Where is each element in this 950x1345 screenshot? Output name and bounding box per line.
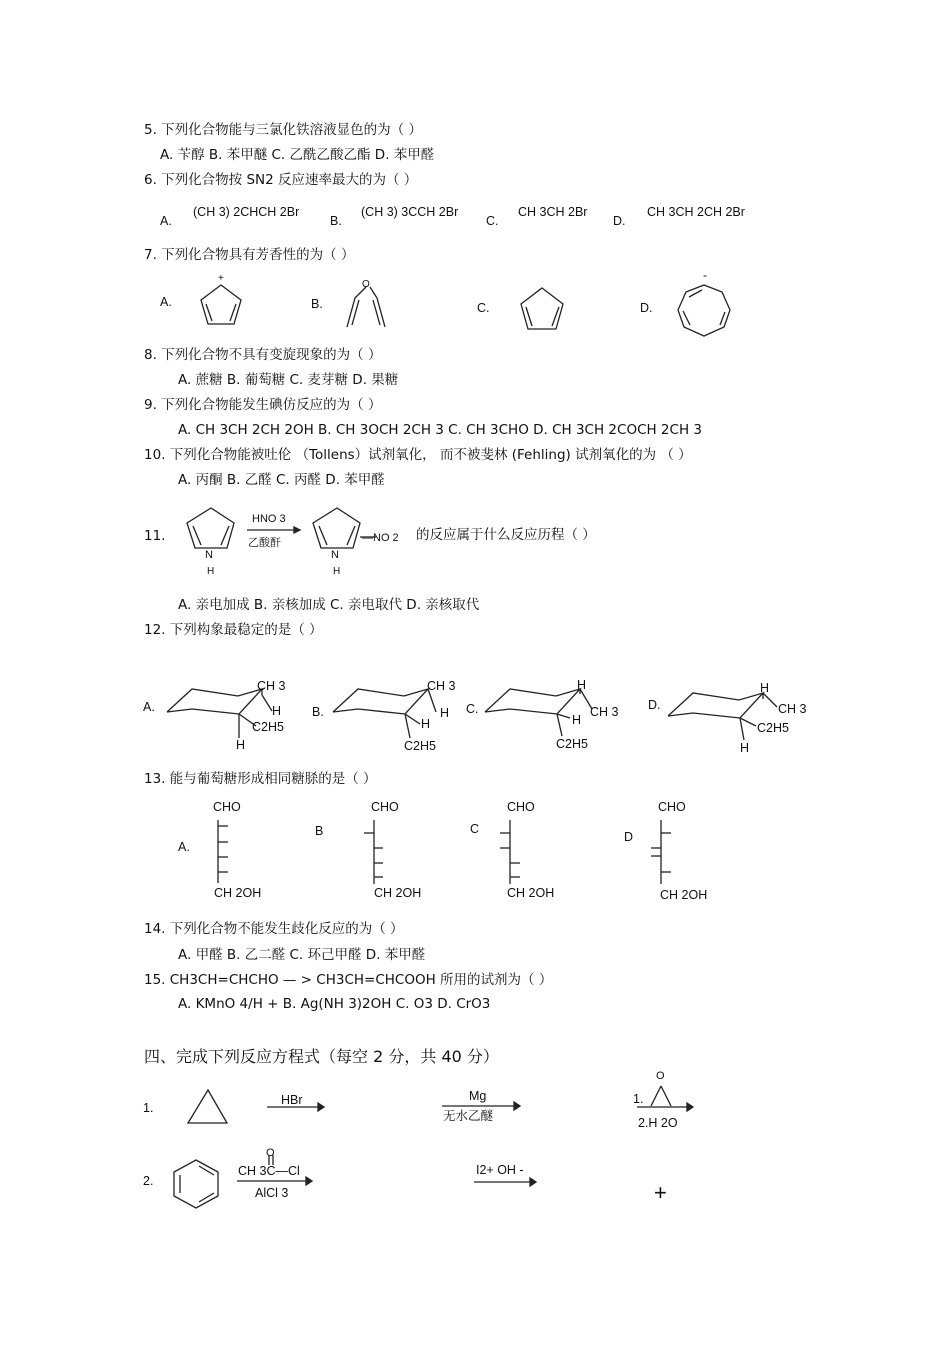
q11-reagent: HNO 3 [252,513,286,525]
q13-fischer-d [651,820,671,884]
q5-stem: 5. 下列化合物能与三氯化铁溶液显色的为（ ） [144,122,422,138]
s4-cyclopropane [188,1090,227,1123]
q7-ring-c [521,288,563,329]
q12-opt-d: D. [648,698,661,712]
s4-step2: 2.H 2O [638,1116,678,1130]
q12-b-h: H [440,706,450,720]
q8-stem: 8. 下列化合物不具有变旋现象的为（ ） [144,347,382,363]
q5-options: A. 苄醇 B. 苯甲醚 C. 乙酰乙酸乙酯 D. 苯甲醛 [160,147,435,163]
q13-c-cho: CHO [507,800,535,814]
s4-reaction2-number: 2. [143,1174,154,1188]
q7-opt-d: D. [640,301,653,315]
q6-formula-c: CH 3CH 2Br [518,205,588,219]
q9-options: A. CH 3CH 2CH 2OH B. CH 3OCH 2CH 3 C. CH 3CHO D. CH 3CH 2COCH 2CH 3 [178,422,702,438]
s4-acyl-chloride: CH 3C—Cl [238,1164,300,1178]
q13-fischer-c [500,820,520,884]
q14-options: A. 甲醛 B. 乙二醛 C. 环己甲醛 D. 苯甲醛 [178,947,426,963]
q11-stem: 的反应属于什么反应历程（ ） [416,527,596,543]
s4-step1: 1. [633,1092,644,1106]
q7-ring-d [678,285,730,336]
q12-chair-b [333,689,428,714]
q12-d-h2: H [740,741,750,755]
q9-stem: 9. 下列化合物能发生碘仿反应的为（ ） [144,397,382,413]
q13-opt-b: B [315,824,324,838]
q13-d-ch2oh: CH 2OH [660,888,708,902]
q10-options: A. 丙酮 B. 乙醛 C. 丙醛 D. 苯甲醛 [178,472,385,488]
q12-c-h2: H [572,713,582,727]
q13-d-cho: CHO [658,800,686,814]
s4-iodine-base: I2+ OH - [476,1163,524,1177]
q12-d-ch3: CH 3 [778,702,807,716]
q13-opt-a: A. [178,840,190,854]
q8-options: A. 蔗糖 B. 葡萄糖 C. 麦芽糖 D. 果糖 [178,372,399,388]
q12-chair-a [167,689,262,714]
q15-options: A. KMnO 4/H + B. Ag(NH 3)2OH C. O3 D. CrO3 [178,996,491,1012]
q11-number: 11. [144,528,166,544]
q13-fischer-b [364,820,383,884]
q12-d-h: H [760,681,770,695]
q6-formula-d: CH 3CH 2CH 2Br [647,205,745,219]
q12-c-ch3: CH 3 [590,705,619,719]
s4-hbr: HBr [281,1093,303,1107]
q12-stem: 12. 下列构象最稳定的是（ ） [144,622,323,638]
q7-oxygen: O [362,279,370,290]
section4-title: 四、完成下列反应方程式（每空 2 分，共 40 分） [144,1047,499,1066]
q13-b-cho: CHO [371,800,399,814]
q11-nitro-group: —NO 2 [362,532,399,544]
q11-n-reactant: N [205,549,213,561]
q7-minus-charge: - [703,268,707,282]
s4-mg: Mg [469,1089,487,1103]
q12-c-c2h5: C2H5 [556,737,588,751]
q7-ring-a [201,285,241,324]
q12-b-ch3: CH 3 [427,679,456,693]
q6-opt-a: A. [160,214,172,228]
q12-a-ch3: CH 3 [257,679,286,693]
q11-solvent: 乙酸酐 [248,537,281,549]
q12-a-h: H [272,704,282,718]
q13-opt-c: C [470,822,480,836]
q13-stem: 13. 能与葡萄糖形成相同糖脎的是（ ） [144,771,377,787]
q12-chair-d [668,693,763,718]
q12-opt-c: C. [466,702,479,716]
q11-h-reactant: H [207,566,215,577]
q12-chair-c [485,689,580,714]
q12-d-c2h5: C2H5 [757,721,789,735]
s4-alcl3: AlCl 3 [255,1186,289,1200]
q6-opt-c: C. [486,214,499,228]
s4-ether: 无水乙醚 [443,1109,494,1123]
q7-opt-b: B. [311,297,323,311]
q10-stem: 10. 下列化合物能被吐伦 （Tollens）试剂氧化， 而不被斐林 (Fehling) 试剂氧化的为 （ ） [144,447,692,463]
q7-stem: 7. 下列化合物具有芳香性的为（ ） [144,247,355,263]
s4-epoxide-o: O [656,1070,665,1082]
s4-acyl-oxygen: O [266,1147,275,1159]
q6-stem: 6. 下列化合物按 SN2 反应速率最大的为（ ） [144,172,418,188]
q6-opt-d: D. [613,214,626,228]
q7-opt-c: C. [477,301,490,315]
q11-options: A. 亲电加成 B. 亲核加成 C. 亲电取代 D. 亲核取代 [178,597,480,613]
s4-reaction1-number: 1. [143,1101,154,1115]
q6-formula-b: (CH 3) 3CCH 2Br [361,205,459,219]
q13-a-ch2oh: CH 2OH [214,886,262,900]
q12-opt-a: A. [143,700,155,714]
q12-b-c2h5: C2H5 [404,739,436,753]
q7-opt-a: A. [160,295,172,309]
q13-c-ch2oh: CH 2OH [507,886,555,900]
q14-stem: 14. 下列化合物不能发生歧化反应的为（ ） [144,921,404,937]
s4-plus-sign: + [654,1180,667,1205]
q12-a-h2: H [236,738,246,752]
q13-a-cho: CHO [213,800,241,814]
q12-b-h2: H [421,717,431,731]
q12-a-c2h5: C2H5 [252,720,284,734]
q6-formula-a: (CH 3) 2CHCH 2Br [193,205,300,219]
q7-plus-charge: + [218,273,224,284]
q11-h-product: H [333,566,341,577]
q6-opt-b: B. [330,214,342,228]
q15-stem: 15. CH3CH=CHCHO — > CH3CH=CHCOOH 所用的试剂为（ ） [144,972,553,988]
q11-n-product: N [331,549,339,561]
q13-fischer-a [218,820,228,883]
q13-opt-d: D [624,830,634,844]
q13-b-ch2oh: CH 2OH [374,886,422,900]
q12-opt-b: B. [312,705,324,719]
q12-c-h: H [577,678,587,692]
